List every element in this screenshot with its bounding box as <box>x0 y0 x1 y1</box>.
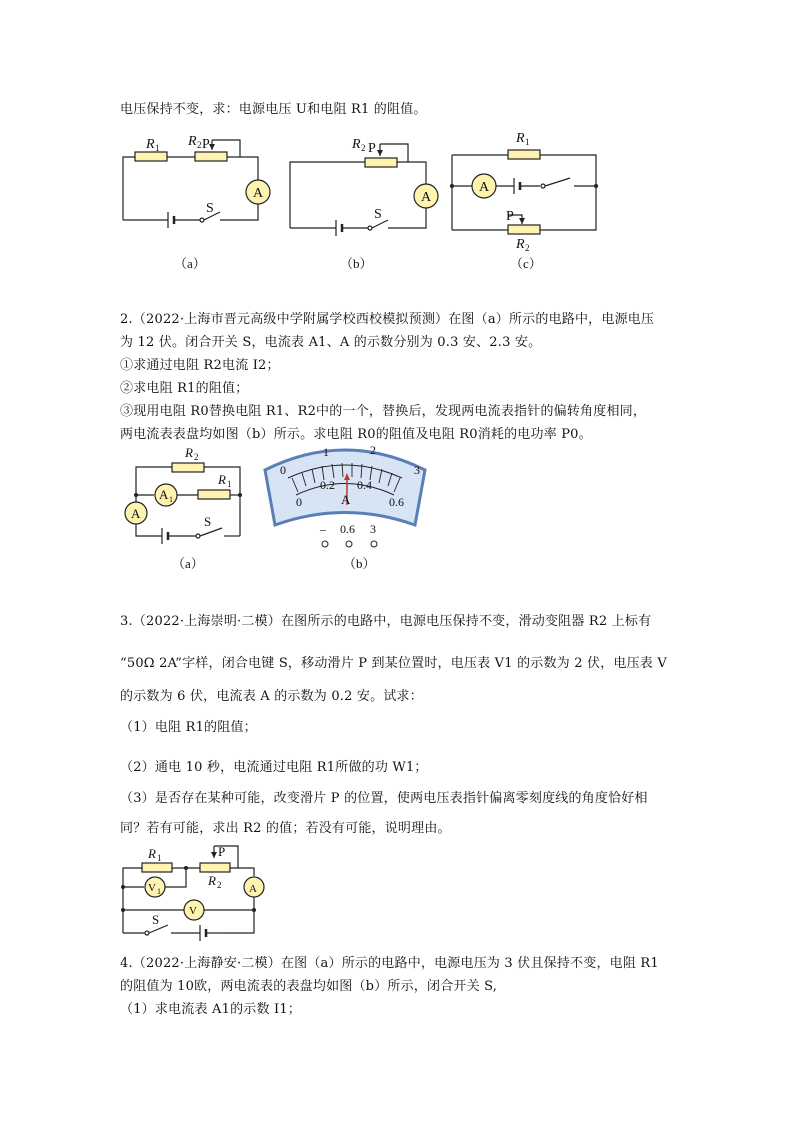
dial-inner-2: 0.4 <box>357 478 372 492</box>
intro-text: 电压保持不变，求：电源电压 U和电阻 R1 的阻值。 <box>120 102 427 117</box>
dial-inner-1: 0.2 <box>320 478 335 492</box>
q3-line3: 的示数为 6 伏，电流表 A 的示数为 0.2 安。试求： <box>120 689 423 704</box>
svg-text:R: R <box>208 873 216 888</box>
svg-text:R: R <box>218 472 226 487</box>
svg-text:1: 1 <box>155 143 160 153</box>
q2-caption-b: （b） <box>343 556 376 571</box>
q2-item1: ①求通过电阻 R2电流 I2； <box>120 358 280 373</box>
svg-text:1: 1 <box>169 495 173 504</box>
q4-item1: （1）求电流表 A1的示数 I1； <box>120 1002 302 1017</box>
svg-text:2: 2 <box>361 143 366 153</box>
q3-item3: （3）是否存在某种可能，改变滑片 P 的位置，使两电压表指针偏离零刻度线的角度恰好相 <box>120 791 648 806</box>
svg-text:V: V <box>148 882 156 894</box>
svg-text:1: 1 <box>157 887 161 896</box>
ammeter-dial <box>265 450 425 525</box>
svg-text:S: S <box>152 912 160 927</box>
dial-outer-2: 2 <box>370 443 376 457</box>
q3-item1: （1）电阻 R1的阻值； <box>120 720 257 735</box>
label-r1-a: R <box>146 137 155 152</box>
svg-text:R: R <box>185 445 193 460</box>
caption-b: （b） <box>340 256 373 271</box>
q4-line2: 的阻值为 10欧，两电流表的表盘均如图（b）所示，闭合开关 S, <box>120 979 498 994</box>
svg-text:P: P <box>506 209 514 224</box>
q3-line1: 3.（2022·上海崇明·二模）在图所示的电路中，电源电压保持不变，滑动变阻器 R2 上标有 <box>120 614 652 629</box>
svg-text:R: R <box>148 846 156 861</box>
svg-text:2: 2 <box>194 452 199 462</box>
circuit-figures-1 <box>0 120 794 300</box>
terminal-3: 3 <box>370 522 376 536</box>
svg-text:A: A <box>131 506 141 521</box>
caption-a: （a） <box>174 256 206 271</box>
svg-text:A: A <box>479 180 490 195</box>
q2-item4: 两电流表表盘均如图（b）所示。求电阻 R0的阻值及电阻 R0消耗的电功率 P0。 <box>120 427 592 442</box>
q2-item3: ③现用电阻 R0替换电阻 R1、R2中的一个，替换后，发现两电流表指针的偏转角度相同， <box>120 404 647 419</box>
dial-outer-1: 1 <box>323 445 329 459</box>
q2-line1: 2.（2022·上海市晋元高级中学附属学校西校模拟预测）在图（a）所示的电路中，电源电压 <box>120 312 655 327</box>
svg-text:1: 1 <box>157 853 162 863</box>
svg-text:S: S <box>206 201 214 216</box>
svg-text:P: P <box>368 141 376 156</box>
svg-text:2: 2 <box>197 140 202 150</box>
q2-line2: 为 12 伏。闭合开关 S，电流表 A1、A 的示数分别为 0.3 安、2.3 安。 <box>120 335 542 350</box>
svg-text:V: V <box>189 905 197 917</box>
svg-text:A: A <box>159 487 169 502</box>
label-r2-c: R <box>516 237 525 252</box>
svg-text:A: A <box>421 190 432 205</box>
svg-text:A: A <box>253 186 264 201</box>
label-r2-a: R <box>188 134 197 149</box>
svg-text:2: 2 <box>525 243 530 253</box>
dial-label: A <box>341 492 351 507</box>
svg-text:1: 1 <box>525 137 530 147</box>
q3-item4: 同？若有可能，求出 R2 的值；若没有可能，说明理由。 <box>120 821 451 836</box>
dial-inner-3: 0.6 <box>389 495 404 509</box>
circuit-figure-3 <box>0 838 794 948</box>
caption-c: （c） <box>510 256 542 271</box>
dial-outer-0: 0 <box>280 463 286 477</box>
q2-item2: ②求电阻 R1的阻值； <box>120 381 249 396</box>
svg-text:P: P <box>218 844 226 859</box>
q3-line2: “50Ω 2A”字样，闭合电键 S，移动滑片 P 到某位置时，电压表 V1 的示数为 2 伏，电压表 V <box>120 656 667 671</box>
terminal-0.6: 0.6 <box>340 522 355 536</box>
q3-item2: （2）通电 10 秒，电流通过电阻 R1所做的功 W1； <box>120 760 428 775</box>
svg-text:1: 1 <box>227 479 232 489</box>
circuit-and-meter-figure-2 <box>0 440 794 580</box>
q2-caption-a: （a） <box>172 556 204 571</box>
svg-text:P: P <box>202 137 210 152</box>
svg-text:A: A <box>249 883 257 895</box>
label-r2-b: R <box>352 137 361 152</box>
dial-outer-3: 3 <box>414 463 420 477</box>
dial-inner-0: 0 <box>296 495 302 509</box>
svg-text:S: S <box>374 207 382 222</box>
q4-line1: 4.（2022·上海静安·二模）在图（a）所示的电路中，电源电压为 3 伏且保持不变，电阻 R1 <box>120 956 659 971</box>
svg-text:2: 2 <box>217 880 222 890</box>
svg-text:S: S <box>204 514 212 529</box>
terminal-minus: – <box>320 522 326 536</box>
label-r1-c: R <box>516 131 525 146</box>
